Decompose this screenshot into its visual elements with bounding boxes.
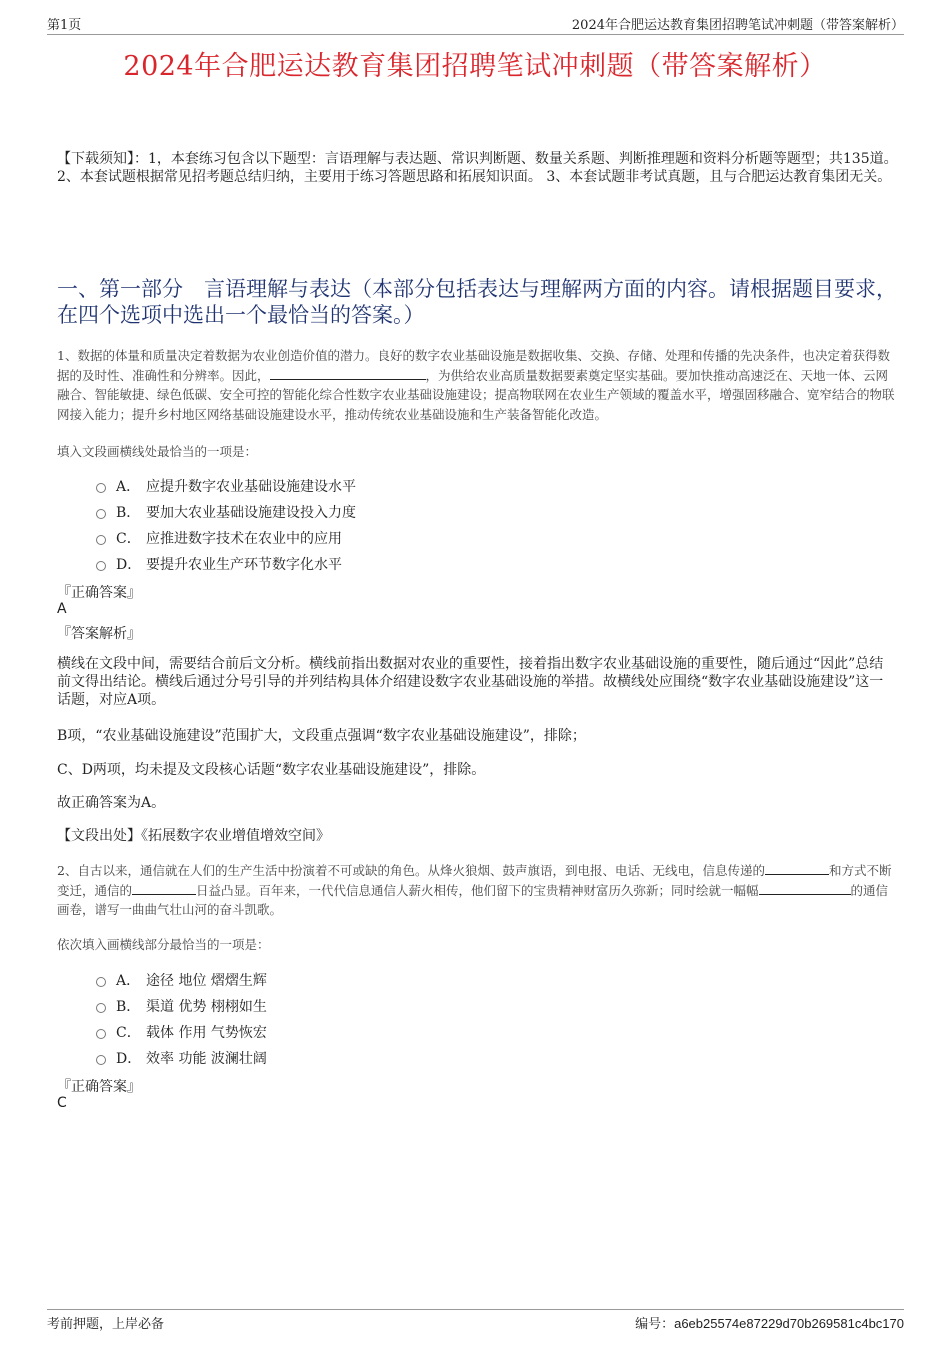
- footer-slogan: 考前押题，上岸必备: [47, 1317, 165, 1332]
- question-1-text: 1、数据的体量和质量决定着数据为农业创造价值的潜力。良好的数字农业基础设施是数据收集、交换、存储、处理和传播的先决条件，也决定着获得数据的及时性、准确性和分辨率。因此， ，为供给农业高质量数据要素奠定坚实基础。要加快推动高速泛在、天地一体、云网融合、智能敏捷、绿色低碳、安全可控的智能化综合性数字农业基础设施建设；提高物联网在农业生产领域的覆盖水平，增强固移融合、宽窄结合的物联网接入能力；提升乡村地区网络基础设施建设水平，推动传统农业基础设施和生产装备智能化改造。: [57, 348, 895, 422]
- radio-icon[interactable]: [96, 1029, 106, 1039]
- question-2-text: 2、自古以来，通信就在人们的生产生活中扮演着不可或缺的角色。从烽火狼烟、鼓声旗语，到电报、电话、无线电，信息传递的 和方式不断变迁，通信的 日益凸显。百年来，一代代信息通信人薪火相传，他们留下的宝贵精神财富历久弥新；同时绘就一幅幅 的通信画卷，谱写一曲曲气壮山河的奋斗凯歌。: [57, 863, 892, 917]
- radio-icon[interactable]: [96, 535, 106, 545]
- radio-icon[interactable]: [96, 483, 106, 493]
- page-footer: [47, 1309, 904, 1333]
- section-heading: 一、第一部分 言语理解与表达（本部分包括表达与理解两方面的内容。请根据题目要求，在四个选项中选出一个最恰当的答案。）: [57, 277, 897, 327]
- option-a[interactable]: A． 途径 地位 熠熠生辉: [96, 967, 267, 993]
- answer-label: 『正确答案』: [57, 1079, 141, 1095]
- radio-icon[interactable]: [96, 1003, 106, 1013]
- radio-icon[interactable]: [96, 977, 106, 987]
- radio-icon[interactable]: [96, 561, 106, 571]
- page-title: 2024年合肥运达教育集团招聘笔试冲刺题（带答案解析）: [123, 51, 827, 82]
- header-doc-title: 2024年合肥运达教育集团招聘笔试冲刺题（带答案解析）: [571, 18, 904, 33]
- analysis-paragraph: 横线在文段中间，需要结合前后文分析。横线前指出数据对农业的重要性，接着指出数字农业基础设施的重要性，随后通过“因此”总结前文得出结论。横线后通过分号引导的并列结构具体介绍建设数字农业基础设施的举措。故横线处应围绕“数字农业基础设施建设”这一话题，对应A项。: [57, 656, 884, 708]
- question-1-prompt: 填入文段画横线处最恰当的一项是：: [57, 444, 258, 459]
- analysis-paragraph: 故正确答案为A。: [57, 795, 166, 811]
- question-2-options: [96, 967, 267, 1071]
- fill-blank: [759, 883, 851, 895]
- answer-value: A: [57, 601, 67, 617]
- answer-label: 『正确答案』: [57, 585, 141, 601]
- option-d[interactable]: D． 效率 功能 波澜壮阔: [96, 1045, 267, 1071]
- option-c[interactable]: C． 载体 作用 气势恢宏: [96, 1019, 267, 1045]
- fill-blank: [132, 883, 196, 895]
- question-1-options: [96, 473, 356, 577]
- option-d[interactable]: D． 要提升农业生产环节数字化水平: [96, 551, 356, 577]
- footer-code: 编号：a6eb25574e87229d70b269581c4bc170: [635, 1316, 904, 1332]
- option-b[interactable]: B． 要加大农业基础设施建设投入力度: [96, 499, 356, 525]
- download-notice: 【下载须知】：1，本套练习包含以下题型：言语理解与表达题、常识判断题、数量关系题、判断推理题和资料分析题等题型；共135道。 2、本套试题根据常见招考题总结归纳，主要用于练习答题思路和拓展知识面。 3、本套试题非考试真题，且与合肥运达教育集团无关。: [57, 151, 898, 185]
- fill-blank: [270, 368, 426, 380]
- option-b[interactable]: B． 渠道 优势 栩栩如生: [96, 993, 267, 1019]
- fill-blank: [765, 863, 829, 875]
- analysis-label: 『答案解析』: [57, 626, 141, 642]
- analysis-paragraph: C、D两项，均未提及文段核心话题“数字农业基础设施建设”，排除。: [57, 762, 486, 778]
- page-header: [47, 14, 904, 35]
- analysis-paragraph: B项，“农业基础设施建设”范围扩大，文段重点强调“数字农业基础设施建设”，排除；: [57, 728, 586, 744]
- question-2-prompt: 依次填入画横线部分最恰当的一项是：: [57, 937, 270, 952]
- answer-value: C: [57, 1095, 67, 1111]
- radio-icon[interactable]: [96, 1055, 106, 1065]
- page-number: 第1页: [47, 18, 82, 33]
- radio-icon[interactable]: [96, 509, 106, 519]
- source-citation: 【文段出处】《拓展数字农业增值增效空间》: [57, 828, 330, 844]
- option-a[interactable]: A． 应提升数字农业基础设施建设水平: [96, 473, 356, 499]
- option-c[interactable]: C． 应推进数字技术在农业中的应用: [96, 525, 356, 551]
